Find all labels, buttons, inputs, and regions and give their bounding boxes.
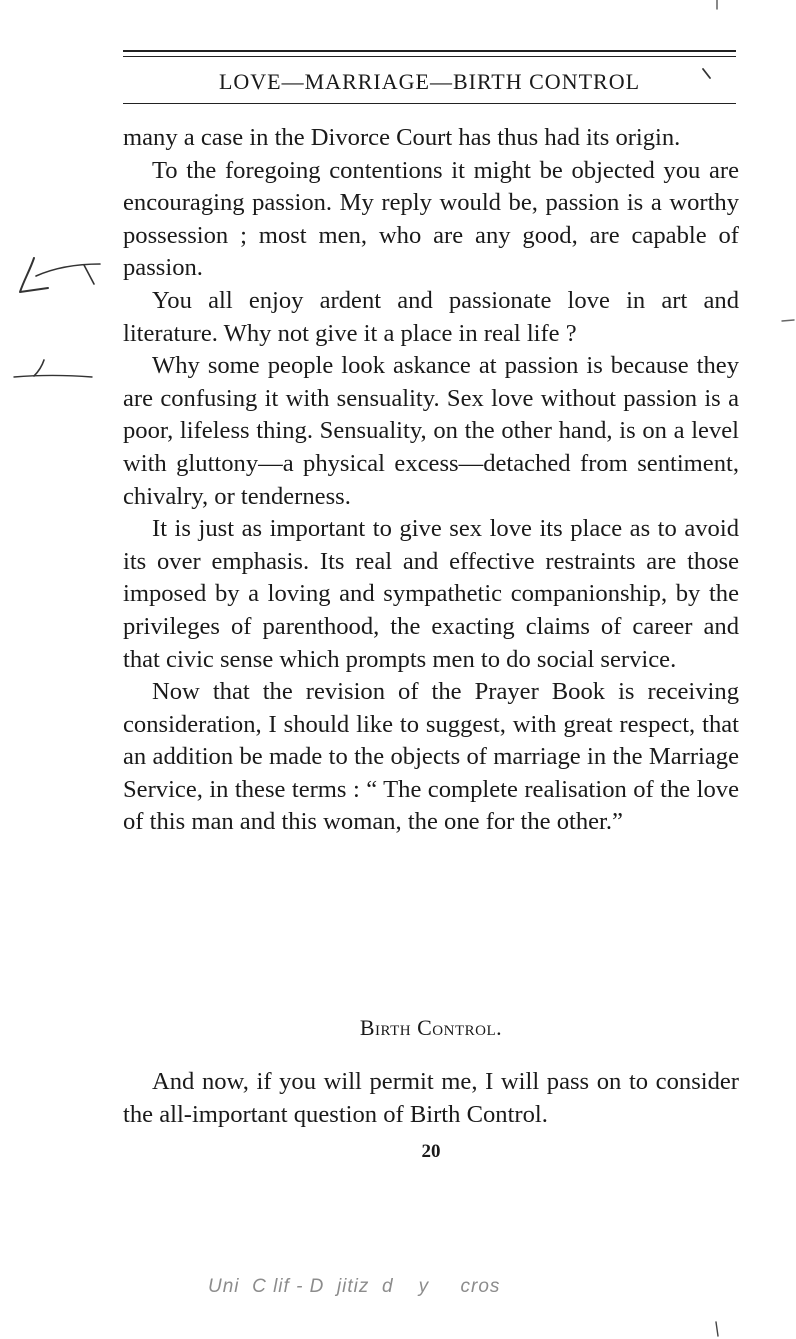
body-text <box>123 122 739 839</box>
scan-speck-icon <box>700 66 714 82</box>
digitization-watermark: Uni C lif - D jitiz d y cros <box>208 1276 501 1297</box>
paragraph: It is just as important to give sex love its place as to avoid its over emphasis. Its real and effective restraints are those imposed by a loving and sympathetic companionship, by the privileges of parenthood, the exacting claims of career and that civic sense which prompts men to do social service. <box>123 515 739 673</box>
paragraph: To the foregoing contentions it might be objected you are encouraging passion. My reply would be, passion is a worthy possession ; most men, who are any good, are capable of passion. <box>123 156 739 282</box>
header-rule-top <box>123 50 736 52</box>
header-rule-bottom <box>123 103 736 104</box>
handwritten-arrow-icon <box>14 252 106 300</box>
section-body <box>123 1066 739 1131</box>
page-number: 20 <box>421 1141 441 1162</box>
paragraph: Why some people look askance at passion is because they are confusing it with sensuality. Sex love without passion is a poor, lifeless thing. Sensuality, on the other hand, is on a level with gluttony—a physical excess—detached from sentiment, chivalry, or tenderness. <box>123 352 739 510</box>
scan-speck-icon <box>780 316 796 326</box>
paragraph: You all enjoy ardent and passionate love in art and literature. Why not give it a place in real life ? <box>123 286 739 347</box>
scan-speck-icon <box>712 0 722 12</box>
paragraph-continued: many a case in the Divorce Court has thus had its origin. <box>123 124 681 151</box>
running-title: LOVE—MARRIAGE—BIRTH CONTROL <box>218 69 641 94</box>
handwritten-underline-icon <box>8 356 98 382</box>
section-heading: Birth Control. <box>359 1015 503 1040</box>
scan-speck-icon <box>712 1320 722 1339</box>
header-rule-top-thin <box>123 56 736 57</box>
paragraph: And now, if you will permit me, I will pass on to consider the all-important question of Birth Control. <box>123 1068 739 1128</box>
paragraph: Now that the revision of the Prayer Book is receiving consideration, I should like to suggest, with great respect, that an addition be made to the objects of marriage in the Marriage Service, in these terms : “ The complete realisation of the love of this man and this woman, the one for the other.” <box>123 678 739 836</box>
